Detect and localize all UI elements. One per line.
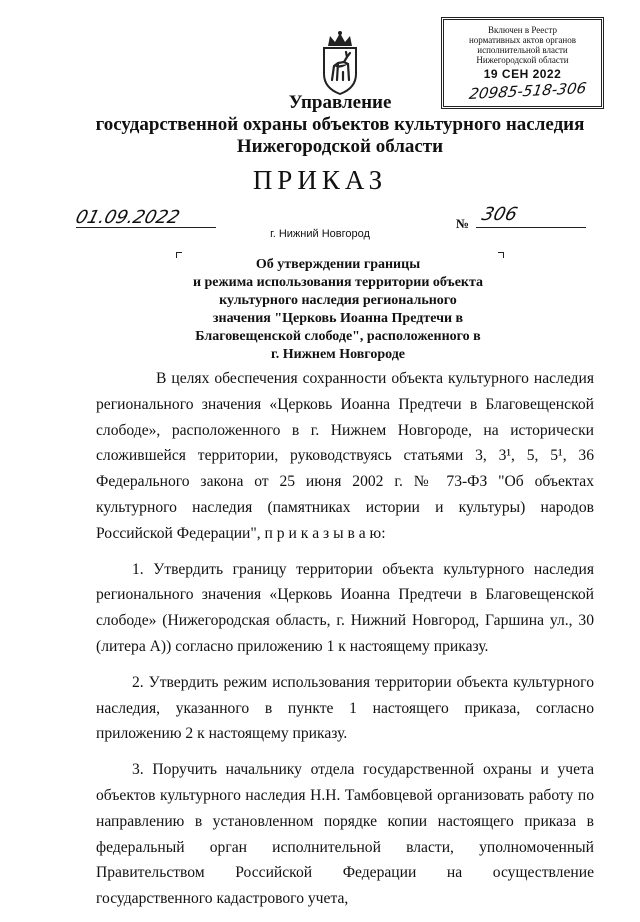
org-name-line1: Управление	[288, 92, 392, 113]
document-type: ПРИКАЗ	[252, 165, 388, 195]
stamp-line: нормативных актов органов	[468, 35, 576, 45]
subject-line: и режима использования территории объекта	[192, 275, 484, 290]
subject-line: культурного наследия регионального	[219, 293, 457, 308]
stamp-line: Включен в Реестр	[488, 25, 557, 35]
body-paragraph-item-2: 2. Утвердить режим использования территории объекта культурного наследия, указанного в пункте 1 настоящего приказа, согласно приложению 2 к настоящему приказу.	[96, 673, 594, 743]
body-paragraph-item-1: 1. Утвердить границу территории объекта культурного наследия регионального значения «Церковь Иоанна Предтечи в Благовещенской слободе» (Нижегородская область, г. Нижний Новгород, Гаршина ул., 30 (литера А)) согласно приложению 1 к настоящему приказу.	[96, 560, 594, 655]
org-name-line2: государственной охраны объектов культурного наследия	[95, 114, 585, 135]
org-name-line3: Нижегородской области	[236, 136, 444, 157]
order-body	[96, 366, 594, 922]
handwritten-date: 01.09.2022	[73, 207, 183, 228]
stamp-line: исполнительной власти	[477, 45, 568, 55]
stamp-line: Нижегородской области	[476, 55, 569, 65]
subject-line: г. Нижнем Новгороде	[271, 347, 405, 362]
coat-of-arms-icon	[316, 30, 364, 96]
handwritten-number: 306	[479, 204, 520, 225]
subject-line: Благовещенской слободе", расположенного в	[195, 329, 481, 344]
number-label: №	[456, 216, 470, 231]
body-paragraph-item-3: 3. Поручить начальнику отдела государственной охраны и учета объектов культурного наследия Н.Н. Тамбовцевой организовать работу по направлению в установленном порядке копии настоящего приказа в федеральный орган исполнительной власти, уполномоченный Правительством Российской Федерации на осуществление государственного кадастрового учета,	[96, 761, 594, 908]
subject-line: Об утверждении границы	[255, 257, 421, 272]
order-subject	[170, 256, 506, 364]
stamp-date: 19 СЕН 2022	[483, 67, 562, 81]
subject-line: значения "Церковь Иоанна Предтечи в	[212, 311, 464, 326]
stamp-reg-number: 20985-518-306	[467, 78, 588, 104]
body-paragraph-preamble: В целях обеспечения сохранности объекта культурного наследия регионального значения «Церковь Иоанна Предтечи в Благовещенской слободе», расположенного в г. Нижнем Новгороде, на исторически сложившейся территории, руководствуясь статьями 3, 3¹, 5, 5¹, 36 Федерального закона от 25 июня 2002 г. № 73-ФЗ "Об объектах культурного наследия (памятниках истории и культуры) народов Российской Федерации", п р и к а з ы в а ю:	[96, 370, 594, 542]
city-label: г. Нижний Новгород	[270, 228, 370, 240]
